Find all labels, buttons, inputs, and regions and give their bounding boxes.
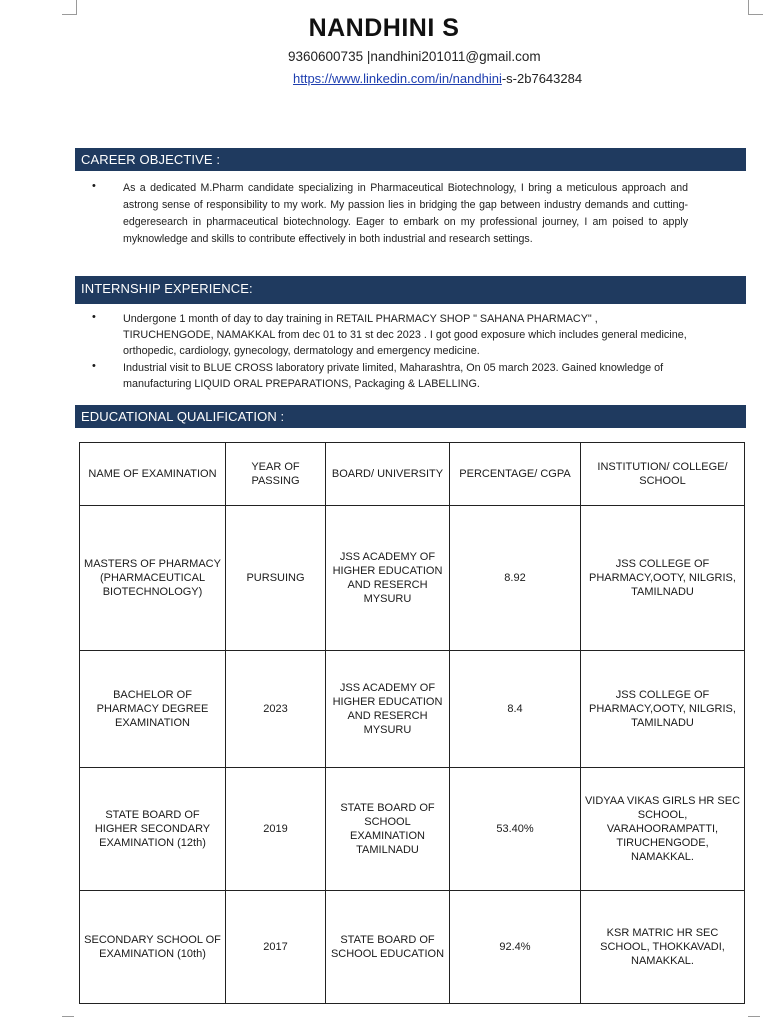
table-row — [80, 506, 745, 651]
score-cell: 8.92 — [450, 506, 581, 651]
section-header-internship: INTERNSHIP EXPERIENCE: — [75, 276, 746, 304]
institution-cell: JSS COLLEGE OF PHARMACY,OOTY, NILGRIS, TAMILNADU — [581, 506, 745, 651]
section-header-education: EDUCATIONAL QUALIFICATION : — [75, 405, 746, 428]
contact-info: 9360600735 |nandhini201011@gmail.com — [288, 49, 541, 64]
table-header-row — [80, 443, 745, 506]
column-header: BOARD/ UNIVERSITY — [326, 443, 450, 506]
bullet-icon: • — [92, 360, 96, 372]
column-header: PERCENTAGE/ CGPA — [450, 443, 581, 506]
table-row — [80, 891, 745, 1004]
table-row — [80, 768, 745, 891]
score-cell: 8.4 — [450, 651, 581, 768]
resume-name: NANDHINI S — [308, 14, 460, 42]
exam-name-cell: MASTERS OF PHARMACY (PHARMACEUTICAL BIOTECHNOLOGY) — [80, 506, 226, 651]
board-cell: JSS ACADEMY OF HIGHER EDUCATION AND RESERCH MYSURU — [326, 651, 450, 768]
institution-cell: KSR MATRIC HR SEC SCHOOL, THOKKAVADI, NAMAKKAL. — [581, 891, 745, 1004]
exam-name-cell: SECONDARY SCHOOL OF EXAMINATION (10th) — [80, 891, 226, 1004]
year-cell: PURSUING — [226, 506, 326, 651]
linkedin-url-suffix: -s-2b7643284 — [501, 71, 583, 86]
score-cell: 92.4% — [450, 891, 581, 1004]
bullet-icon: • — [92, 180, 96, 192]
column-header: YEAR OF PASSING — [226, 443, 326, 506]
education-table — [79, 442, 745, 1004]
internship-item: Undergone 1 month of day to day training in RETAIL PHARMACY SHOP " SAHANA PHARMACY" , TIRUCHENGODE, NAMAKKAL from dec 01 to 31 st dec 2023 . I got good exposure which includes general medicine, orthopedic, cardiology, gynecology, dermatology and emergency medicine. — [123, 313, 687, 357]
bullet-icon: • — [92, 311, 96, 323]
board-cell: STATE BOARD OF SCHOOL EDUCATION — [326, 891, 450, 1004]
internship-item: Industrial visit to BLUE CROSS laboratory private limited, Maharashtra, On 05 march 2023. Gained knowledge of manufacturing LIQUID ORAL PREPARATIONS, Packaging & LABELLING. — [123, 362, 664, 390]
institution-cell: VIDYAA VIKAS GIRLS HR SEC SCHOOL, VARAHOORAMPATTI, TIRUCHENGODE, NAMAKKAL. — [581, 768, 745, 891]
board-cell: STATE BOARD OF SCHOOL EXAMINATION TAMILNADU — [326, 768, 450, 891]
year-cell: 2017 — [226, 891, 326, 1004]
column-header: NAME OF EXAMINATION — [80, 443, 226, 506]
career-objective-text: As a dedicated M.Pharm candidate specializing in Pharmaceutical Biotechnology, I bring a meticulous approach and astrong sense of responsibility to my work. My passion lies in bridging the gap between industry demands and cutting-edgeresearch in pharmaceutical biotechnology. Eager to embark on my professional journey, I am poised to apply myknowledge and skills to contribute effectively in both industrial and research settings. — [123, 182, 688, 245]
linkedin-url[interactable]: https://www.linkedin.com/in/nandhini — [293, 71, 502, 86]
page-corner-mark — [748, 0, 763, 15]
board-cell: JSS ACADEMY OF HIGHER EDUCATION AND RESERCH MYSURU — [326, 506, 450, 651]
exam-name-cell: BACHELOR OF PHARMACY DEGREE EXAMINATION — [80, 651, 226, 768]
year-cell: 2023 — [226, 651, 326, 768]
year-cell: 2019 — [226, 768, 326, 891]
table-row — [80, 651, 745, 768]
institution-cell: JSS COLLEGE OF PHARMACY,OOTY, NILGRIS, TAMILNADU — [581, 651, 745, 768]
section-header-career-objective: CAREER OBJECTIVE : — [75, 148, 746, 171]
score-cell: 53.40% — [450, 768, 581, 891]
page-corner-mark — [62, 0, 77, 15]
linkedin-link[interactable] — [293, 71, 582, 86]
exam-name-cell: STATE BOARD OF HIGHER SECONDARY EXAMINATION (12th) — [80, 768, 226, 891]
column-header: INSTITUTION/ COLLEGE/ SCHOOL — [581, 443, 745, 506]
